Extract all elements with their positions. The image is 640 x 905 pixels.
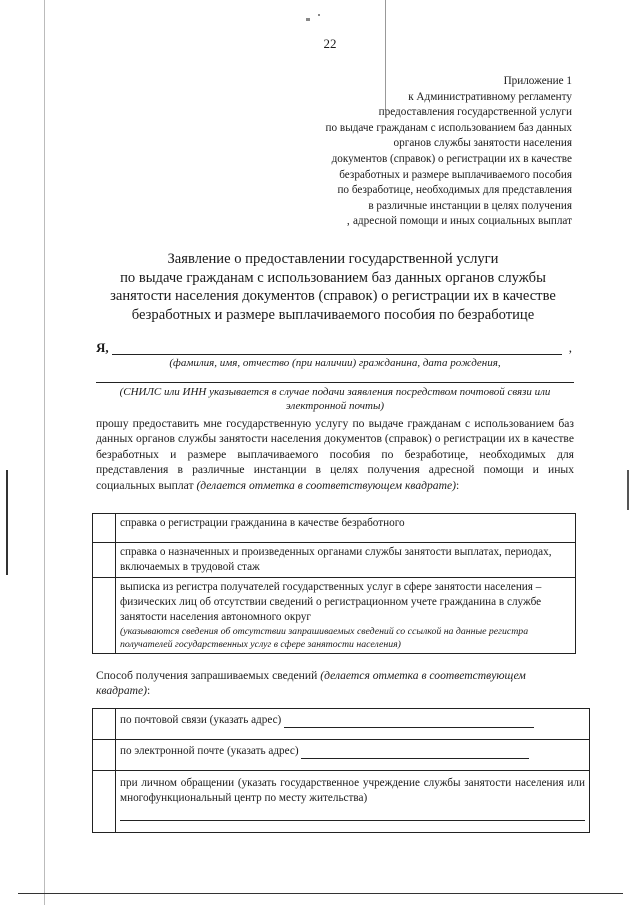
method-text: Способ получения запрашиваемых сведений bbox=[96, 669, 318, 682]
document-option bbox=[116, 578, 576, 654]
applicant-hint-snils: (СНИЛС или ИНН указывается в случае подачи заявления посредством почтовой связи или электронной почты) bbox=[119, 386, 551, 412]
scan-edge-line-left bbox=[44, 0, 45, 905]
appendix-header bbox=[250, 74, 572, 230]
delivery-option-label: при личном обращении (указать государственное учреждение службы занятости населения или многофункциональный центр по месту жительства) bbox=[120, 777, 585, 804]
table-row bbox=[93, 740, 590, 771]
appendix-line: по безработице, необходимых для представления bbox=[337, 184, 572, 197]
document-option-note: (указываются сведения об отсутствии запрашиваемых сведений со ссылкой на данные регистра получателей государственных услуг в сфере занятости населения) bbox=[120, 626, 529, 650]
scan-speck bbox=[306, 18, 310, 21]
document-option: справка о регистрации гражданина в качестве безработного bbox=[116, 514, 576, 543]
page-number: 22 bbox=[323, 36, 337, 51]
delivery-option bbox=[116, 709, 590, 740]
appendix-line: в различные инстанции в целях получения bbox=[368, 199, 572, 212]
delivery-option-label: по электронной почте (указать адрес) bbox=[120, 745, 299, 757]
appendix-line: органов службы занятости населения bbox=[393, 137, 572, 150]
checkbox[interactable] bbox=[93, 740, 116, 771]
request-paragraph bbox=[96, 416, 574, 493]
appendix-line: Приложение 1 bbox=[503, 75, 572, 87]
postal-address-field[interactable] bbox=[284, 727, 534, 728]
scan-speck bbox=[318, 14, 320, 16]
appendix-line: по выдаче гражданам с использованием баз данных bbox=[325, 121, 572, 134]
service-center-field[interactable] bbox=[120, 808, 585, 821]
applicant-hint: (фамилия, имя, отчество (при наличии) гражданина, дата рождения, bbox=[169, 357, 501, 369]
request-note: (делается отметка в соответствующем квадрате) bbox=[196, 478, 456, 492]
scan-bottom-edge bbox=[18, 893, 623, 894]
title-line: Заявление о предоставлении государственной услуги bbox=[167, 251, 499, 267]
appendix-line: к Административному регламенту bbox=[408, 90, 572, 103]
request-end: : bbox=[455, 478, 460, 492]
appendix-line: безработных и размере выплачиваемого пособия bbox=[339, 168, 572, 181]
checkbox[interactable] bbox=[93, 514, 116, 543]
title-line: безработных и размере выплачиваемого пособия по безработице bbox=[131, 306, 535, 323]
scan-mark: ‚ bbox=[346, 215, 351, 228]
table-row bbox=[93, 771, 590, 833]
appendix-line: ‚ адресной помощи и иных социальных выплат bbox=[346, 215, 572, 228]
appendix-line: предоставления государственной услуги bbox=[378, 106, 572, 119]
table-row bbox=[93, 709, 590, 740]
request-text: прошу предоставить мне государственную услугу по выдаче гражданам с использованием баз данных органов службы занятости населения документов (справок) о регистрации их в качестве безработных и размере выплачиваемого пособия по безработице, необходимых для представления в различные инстанции в целях получения адресной помощи и иных социальных выплат bbox=[96, 417, 574, 492]
document-title bbox=[88, 250, 578, 324]
title-line: занятости населения документов (справок) о регистрации их в качестве bbox=[110, 288, 556, 305]
method-note: (делается отметка в соответствующем квадрате) bbox=[96, 669, 526, 698]
delivery-option-label: по почтовой связи (указать адрес) bbox=[120, 714, 282, 726]
delivery-option bbox=[116, 740, 590, 771]
checkbox[interactable] bbox=[93, 709, 116, 740]
checkbox[interactable] bbox=[93, 578, 116, 654]
title-line: по выдаче гражданам с использованием баз данных органов службы bbox=[120, 269, 546, 286]
document-option-text: выписка из регистра получателей государственных услуг в сфере занятости населения – физических лиц об отсутствии сведений о регистрационном учете гражданина в службе занятости населения автономного округ bbox=[120, 581, 542, 623]
delivery-table bbox=[92, 708, 590, 833]
documents-table bbox=[92, 513, 576, 654]
applicant-comma: , bbox=[568, 340, 572, 355]
method-paragraph bbox=[96, 668, 574, 699]
document-option: справка о назначенных и произведенных органами службы занятости выплатах, периодах, включаемых в трудовой стаж bbox=[116, 543, 576, 578]
table-row bbox=[93, 578, 576, 654]
table-row bbox=[93, 543, 576, 578]
applicant-underline[interactable] bbox=[112, 354, 562, 355]
checkbox[interactable] bbox=[93, 543, 116, 578]
delivery-option bbox=[116, 771, 590, 833]
scan-mark-left bbox=[6, 470, 8, 575]
method-end: : bbox=[147, 684, 151, 698]
table-row bbox=[93, 514, 576, 543]
email-address-field[interactable] bbox=[301, 758, 529, 759]
applicant-second-line[interactable] bbox=[96, 382, 574, 383]
checkbox[interactable] bbox=[93, 771, 116, 833]
scan-mark-right bbox=[627, 470, 629, 510]
appendix-line: документов (справок) о регистрации их в качестве bbox=[331, 152, 572, 165]
applicant-label: Я, bbox=[96, 340, 109, 355]
